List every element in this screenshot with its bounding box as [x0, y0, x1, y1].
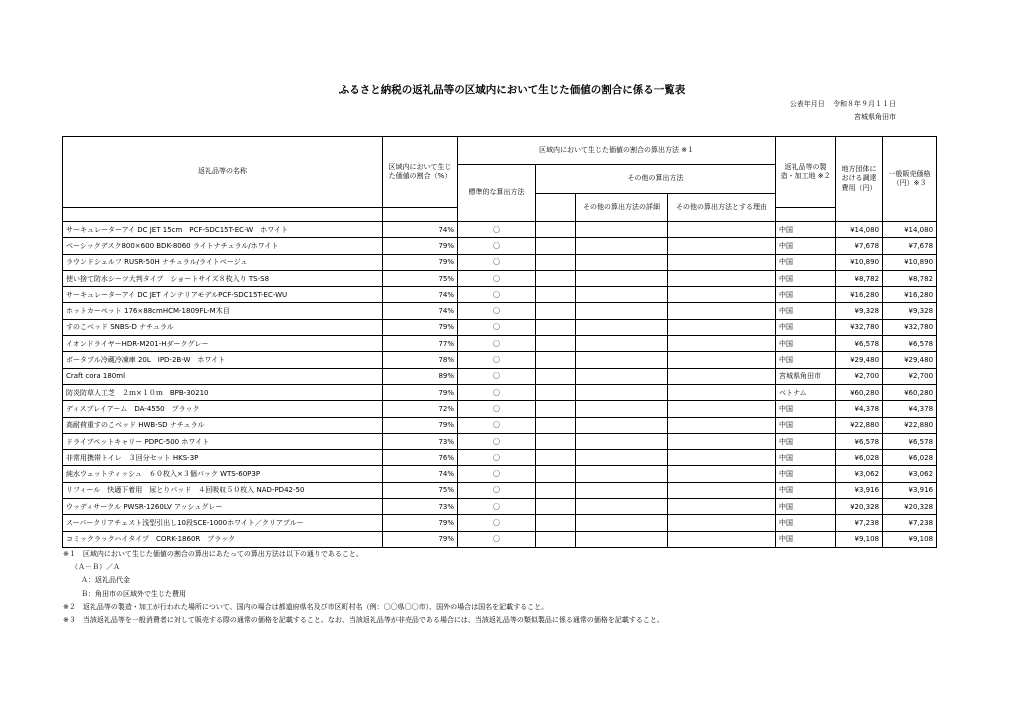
published-date: 令和８年９月１１日: [833, 100, 896, 108]
spacer-cell: [536, 368, 576, 384]
origin-cell: ベトナム: [776, 384, 836, 400]
spacer-cell: [536, 384, 576, 400]
origin-cell: 中国: [776, 303, 836, 319]
origin-cell: 中国: [776, 515, 836, 531]
cost-cell: ¥4,378: [836, 401, 883, 417]
ratio-cell: 74%: [383, 303, 458, 319]
header-origin-bottom: [776, 208, 836, 222]
other-reason-cell: [668, 384, 776, 400]
table-row: [63, 466, 937, 482]
cost-cell: ¥9,108: [836, 531, 883, 547]
note-1-b: Ｂ：角田市の区域外で生じた費用: [81, 589, 186, 598]
item-name: 防炎防草人工芝 ２ｍ×１０ｍ BPB-30210: [63, 384, 383, 400]
header-other-detail: その他の算出方法の詳細: [576, 194, 668, 222]
header-ratio: 区域内において生じた価値の割合（%）: [383, 137, 458, 208]
spacer-cell: [536, 417, 576, 433]
standard-method-cell: 〇: [458, 531, 536, 547]
price-cell: ¥29,480: [883, 352, 937, 368]
standard-method-cell: 〇: [458, 384, 536, 400]
cost-cell: ¥60,280: [836, 384, 883, 400]
spacer-cell: [536, 270, 576, 286]
origin-cell: 中国: [776, 319, 836, 335]
table-row: [63, 499, 937, 515]
item-name: 非常用携帯トイレ ３回分セット HKS-3P: [63, 450, 383, 466]
cost-cell: ¥14,080: [836, 222, 883, 238]
price-cell: ¥3,916: [883, 482, 937, 498]
item-name: スーパークリアチェスト浅型引出し10段SCE-1000ホワイト／クリアブルー: [63, 515, 383, 531]
item-name: コミックラックハイタイプ CORK-1860R ブラック: [63, 531, 383, 547]
item-name: サーキュレーターアイ DC JET インテリアモデルPCF-SDC15T-EC-WU: [63, 287, 383, 303]
table-row: [63, 336, 937, 352]
other-detail-cell: [576, 417, 668, 433]
ratio-cell: 79%: [383, 254, 458, 270]
other-detail-cell: [576, 319, 668, 335]
other-detail-cell: [576, 401, 668, 417]
header-method-group: 区域内において生じた価値の割合の算出方法 ※１: [458, 137, 776, 165]
other-detail-cell: [576, 270, 668, 286]
standard-method-cell: 〇: [458, 433, 536, 449]
price-cell: ¥6,578: [883, 433, 937, 449]
standard-method-cell: 〇: [458, 222, 536, 238]
item-name: ドライブペットキャリー PDPC-500 ホワイト: [63, 433, 383, 449]
spacer-cell: [536, 450, 576, 466]
origin-cell: 中国: [776, 336, 836, 352]
other-detail-cell: [576, 336, 668, 352]
item-name: 純水ウェットティッシュ ６０枚入×３個パック WTS-60P3P: [63, 466, 383, 482]
table-row: [63, 254, 937, 270]
standard-method-cell: 〇: [458, 352, 536, 368]
note-1-formula: （Ａ－Ｂ）／Ａ: [71, 563, 120, 572]
standard-method-cell: 〇: [458, 287, 536, 303]
other-detail-cell: [576, 515, 668, 531]
other-detail-cell: [576, 482, 668, 498]
page-title: ふるさと納税の返礼品等の区域内において生じた価値の割合に係る一覧表: [338, 84, 686, 96]
cost-cell: ¥3,062: [836, 466, 883, 482]
table-row: [63, 270, 937, 286]
price-cell: ¥3,062: [883, 466, 937, 482]
ratio-cell: 79%: [383, 515, 458, 531]
table-row: [63, 401, 937, 417]
table-body: [63, 222, 937, 548]
table-row: [63, 384, 937, 400]
item-name: ウッディサークル PWSR-1260LV アッシュグレー: [63, 499, 383, 515]
other-detail-cell: [576, 466, 668, 482]
header-spacer: [536, 194, 576, 222]
item-name: 使い捨て防水シーツ大判タイプ ショートサイズ８枚入り TS-S8: [63, 270, 383, 286]
standard-method-cell: 〇: [458, 254, 536, 270]
table-row: [63, 303, 937, 319]
standard-method-cell: 〇: [458, 401, 536, 417]
other-reason-cell: [668, 352, 776, 368]
other-reason-cell: [668, 270, 776, 286]
table-row: [63, 531, 937, 547]
ratio-cell: 89%: [383, 368, 458, 384]
item-name: ラウンドシェルフ RUSR-50H ナチュラル/ライトベージュ: [63, 254, 383, 270]
header-origin: 返礼品等の製造・加工地 ※２: [776, 137, 836, 208]
other-detail-cell: [576, 303, 668, 319]
table-row: [63, 238, 937, 254]
other-reason-cell: [668, 515, 776, 531]
ratio-cell: 75%: [383, 482, 458, 498]
origin-cell: 中国: [776, 222, 836, 238]
ratio-cell: 79%: [383, 417, 458, 433]
ratio-cell: 79%: [383, 384, 458, 400]
municipality-name: 宮城県角田市: [854, 113, 896, 121]
cost-cell: ¥6,578: [836, 433, 883, 449]
price-cell: ¥32,780: [883, 319, 937, 335]
header-cost: 地方団体における調達費用（円）: [836, 137, 883, 222]
ratio-cell: 72%: [383, 401, 458, 417]
price-cell: ¥9,328: [883, 303, 937, 319]
table-row: [63, 515, 937, 531]
header-other-reason: その他の算出方法とする理由: [668, 194, 776, 222]
price-cell: ¥8,782: [883, 270, 937, 286]
spacer-cell: [536, 336, 576, 352]
standard-method-cell: 〇: [458, 319, 536, 335]
table-row: [63, 417, 937, 433]
origin-cell: 中国: [776, 238, 836, 254]
other-reason-cell: [668, 238, 776, 254]
spacer-cell: [536, 466, 576, 482]
cost-cell: ¥29,480: [836, 352, 883, 368]
cost-cell: ¥7,678: [836, 238, 883, 254]
origin-cell: 中国: [776, 531, 836, 547]
ratio-cell: 73%: [383, 499, 458, 515]
price-cell: ¥14,080: [883, 222, 937, 238]
standard-method-cell: 〇: [458, 270, 536, 286]
note-1-a: Ａ：返礼品代金: [81, 576, 130, 585]
standard-method-cell: 〇: [458, 368, 536, 384]
header-price: 一般販売価格（円）※３: [883, 137, 937, 222]
other-reason-cell: [668, 287, 776, 303]
item-name: Craft cora 180ml: [63, 368, 383, 384]
other-reason-cell: [668, 450, 776, 466]
other-detail-cell: [576, 287, 668, 303]
spacer-cell: [536, 352, 576, 368]
item-name: ホットカーペット 176×88cmHCM-1809FL-M木目: [63, 303, 383, 319]
price-cell: ¥6,028: [883, 450, 937, 466]
header-ratio-bottom: [383, 208, 458, 222]
standard-method-cell: 〇: [458, 417, 536, 433]
item-name: イオンドライヤーHDR-M201-Hダークグレー: [63, 336, 383, 352]
other-reason-cell: [668, 466, 776, 482]
spacer-cell: [536, 238, 576, 254]
cost-cell: ¥6,028: [836, 450, 883, 466]
item-name: 高耐荷重すのこベッド HWB-SD ナチュラル: [63, 417, 383, 433]
other-detail-cell: [576, 352, 668, 368]
other-reason-cell: [668, 303, 776, 319]
origin-cell: 中国: [776, 254, 836, 270]
table-row: [63, 352, 937, 368]
origin-cell: 中国: [776, 270, 836, 286]
item-name: ポータブル冷蔵冷凍庫 20L IPD-2B-W ホワイト: [63, 352, 383, 368]
cost-cell: ¥32,780: [836, 319, 883, 335]
spacer-cell: [536, 433, 576, 449]
price-cell: ¥10,890: [883, 254, 937, 270]
other-detail-cell: [576, 499, 668, 515]
other-detail-cell: [576, 450, 668, 466]
spacer-cell: [536, 401, 576, 417]
standard-method-cell: 〇: [458, 482, 536, 498]
origin-cell: 中国: [776, 450, 836, 466]
price-cell: ¥2,700: [883, 368, 937, 384]
cost-cell: ¥6,578: [836, 336, 883, 352]
ratio-cell: 76%: [383, 450, 458, 466]
item-name: リフィール 快適下着用 尿とりパッド ４回吸収５０枚入 NAD-PD42-50: [63, 482, 383, 498]
table-row: [63, 222, 937, 238]
price-cell: ¥9,108: [883, 531, 937, 547]
table-row: [63, 287, 937, 303]
cost-cell: ¥3,916: [836, 482, 883, 498]
other-reason-cell: [668, 368, 776, 384]
other-reason-cell: [668, 482, 776, 498]
price-cell: ¥7,238: [883, 515, 937, 531]
table-row: [63, 433, 937, 449]
price-cell: ¥6,578: [883, 336, 937, 352]
origin-cell: 中国: [776, 352, 836, 368]
ratio-cell: 78%: [383, 352, 458, 368]
table-row: [63, 368, 937, 384]
table-row: [63, 450, 937, 466]
item-name: すのこベッド SNBS-D ナチュラル: [63, 319, 383, 335]
spacer-cell: [536, 287, 576, 303]
spacer-cell: [536, 303, 576, 319]
standard-method-cell: 〇: [458, 238, 536, 254]
cost-cell: ¥20,328: [836, 499, 883, 515]
spacer-cell: [536, 531, 576, 547]
standard-method-cell: 〇: [458, 336, 536, 352]
other-reason-cell: [668, 531, 776, 547]
standard-method-cell: 〇: [458, 466, 536, 482]
other-reason-cell: [668, 417, 776, 433]
published-date-line: [790, 99, 896, 109]
other-detail-cell: [576, 238, 668, 254]
other-reason-cell: [668, 401, 776, 417]
spacer-cell: [536, 254, 576, 270]
origin-cell: 中国: [776, 401, 836, 417]
item-name: ディスプレイアーム DA-4550 ブラック: [63, 401, 383, 417]
ratio-cell: 73%: [383, 433, 458, 449]
ratio-cell: 79%: [383, 238, 458, 254]
cost-cell: ¥22,880: [836, 417, 883, 433]
ratio-cell: 79%: [383, 531, 458, 547]
other-reason-cell: [668, 499, 776, 515]
cost-cell: ¥8,782: [836, 270, 883, 286]
other-detail-cell: [576, 531, 668, 547]
cost-cell: ¥10,890: [836, 254, 883, 270]
origin-cell: 宮城県角田市: [776, 368, 836, 384]
note-2: ※２ 返礼品等の製造・加工が行われた場所について、国内の場合は都道府県名及び市区町村名（例：〇〇県〇〇市）、国外の場合は国名を記載すること。: [63, 602, 549, 611]
cost-cell: ¥7,238: [836, 515, 883, 531]
price-cell: ¥22,880: [883, 417, 937, 433]
price-cell: ¥60,280: [883, 384, 937, 400]
item-name: サーキュレーターアイ DC JET 15cm PCF-SDC15T-EC-W ホワイト: [63, 222, 383, 238]
other-reason-cell: [668, 336, 776, 352]
spacer-cell: [536, 499, 576, 515]
note-1: ※１ 区域内において生じた価値の割合の算出にあたっての算出方法は以下の通りであること。: [63, 550, 363, 558]
origin-cell: 中国: [776, 499, 836, 515]
footnotes: [63, 548, 664, 627]
other-detail-cell: [576, 384, 668, 400]
note-3: ※３ 当該返礼品等を一般消費者に対して販売する際の通常の価格を記載すること。なお、当該返礼品等が非売品である場合には、当該返礼品等の類似製品に係る通常の価格を記載すること。: [63, 616, 664, 625]
price-cell: ¥7,678: [883, 238, 937, 254]
spacer-cell: [536, 482, 576, 498]
spacer-cell: [536, 222, 576, 238]
gift-items-table: [62, 136, 937, 548]
header-name: 返礼品等の名称: [63, 137, 383, 208]
price-cell: ¥20,328: [883, 499, 937, 515]
other-reason-cell: [668, 222, 776, 238]
header-name-bottom: [63, 208, 383, 222]
standard-method-cell: 〇: [458, 450, 536, 466]
price-cell: ¥4,378: [883, 401, 937, 417]
spacer-cell: [536, 515, 576, 531]
origin-cell: 中国: [776, 417, 836, 433]
origin-cell: 中国: [776, 433, 836, 449]
standard-method-cell: 〇: [458, 499, 536, 515]
price-cell: ¥16,280: [883, 287, 937, 303]
cost-cell: ¥16,280: [836, 287, 883, 303]
other-detail-cell: [576, 254, 668, 270]
ratio-cell: 77%: [383, 336, 458, 352]
item-name: ベーシックデスク800×600 BDK-8060 ライトナチュラル/ホワイト: [63, 238, 383, 254]
published-label: 公表年月日: [789, 100, 825, 108]
cost-cell: ¥2,700: [836, 368, 883, 384]
cost-cell: ¥9,328: [836, 303, 883, 319]
origin-cell: 中国: [776, 482, 836, 498]
origin-cell: 中国: [776, 466, 836, 482]
table-row: [63, 319, 937, 335]
origin-cell: 中国: [776, 287, 836, 303]
other-detail-cell: [576, 222, 668, 238]
other-reason-cell: [668, 433, 776, 449]
other-detail-cell: [576, 433, 668, 449]
other-detail-cell: [576, 368, 668, 384]
ratio-cell: 79%: [383, 319, 458, 335]
ratio-cell: 74%: [383, 287, 458, 303]
table-row: [63, 482, 937, 498]
other-reason-cell: [668, 319, 776, 335]
other-reason-cell: [668, 254, 776, 270]
spacer-cell: [536, 319, 576, 335]
standard-method-cell: 〇: [458, 515, 536, 531]
ratio-cell: 74%: [383, 466, 458, 482]
header-standard: 標準的な算出方法: [458, 165, 536, 222]
header-other-group: その他の算出方法: [536, 165, 776, 194]
standard-method-cell: 〇: [458, 303, 536, 319]
ratio-cell: 75%: [383, 270, 458, 286]
ratio-cell: 74%: [383, 222, 458, 238]
